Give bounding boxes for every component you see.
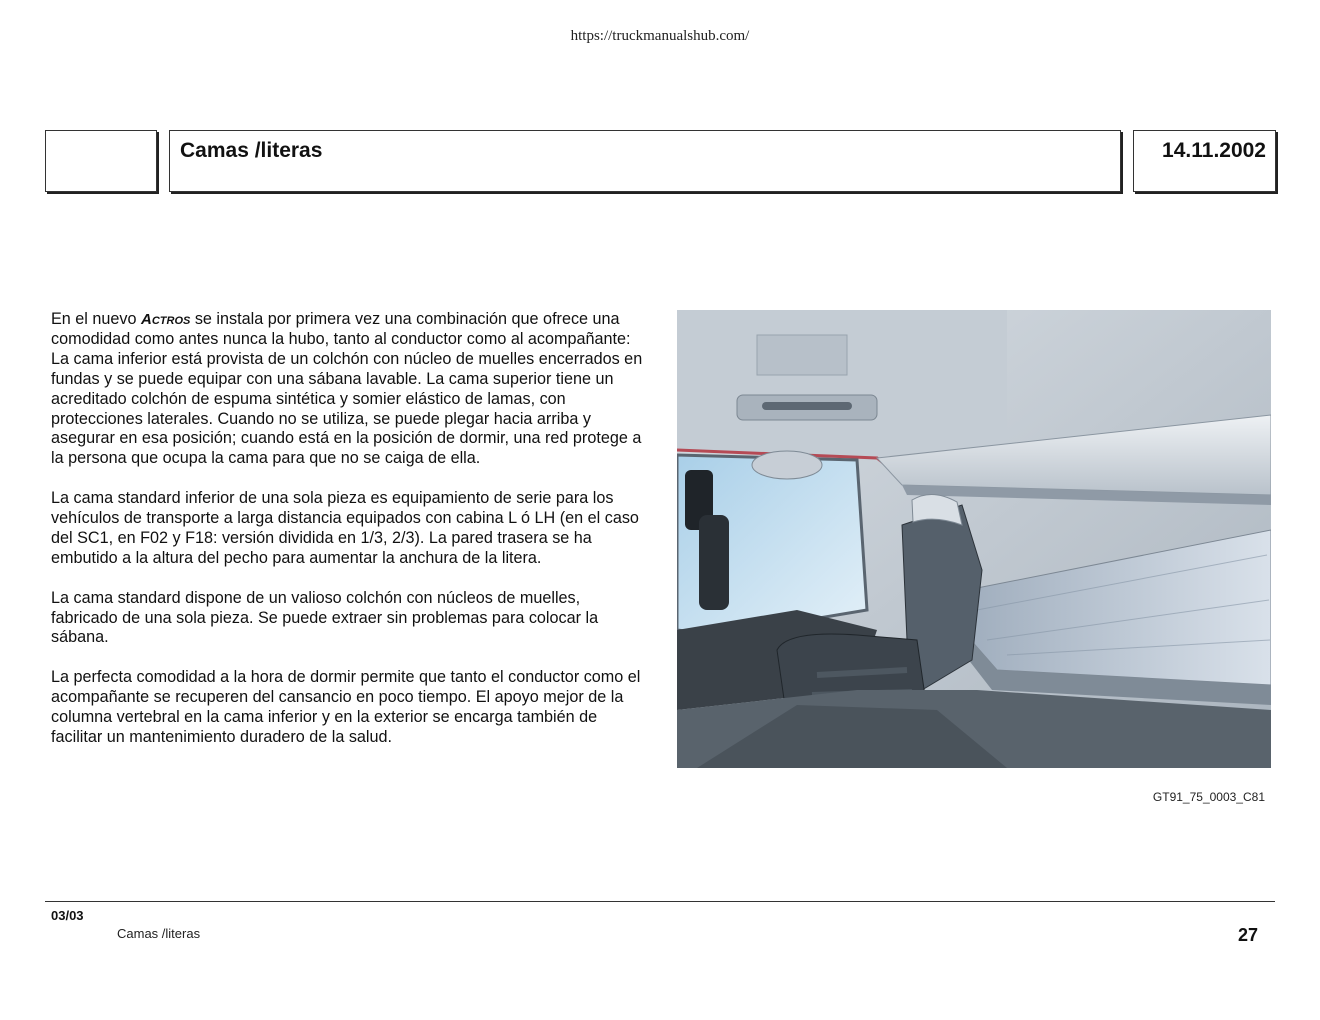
body-text xyxy=(51,310,651,768)
paragraph-4: La perfecta comodidad a la hora de dormir permite que tanto el conductor como el acompañante se recuperen del cansancio en poco tiempo. El apoyo mejor de la columna vertebral en la cama inferior y en la exterior se encarga también de facilitar un mantenimiento duradero de la salud. xyxy=(51,668,641,746)
figure-caption: GT91_75_0003_C81 xyxy=(1152,790,1265,804)
paragraph-3: La cama standard dispone de un valioso colchón con núcleos de muelles, fabricado de una sola pieza. Se puede extraer sin problemas para colocar la sábana. xyxy=(51,588,599,647)
page-title: Camas /literas xyxy=(180,139,323,162)
footer-title: Camas /literas xyxy=(117,926,201,941)
header-date-box xyxy=(1133,130,1276,192)
footer-section-number: 03/03 xyxy=(51,908,84,923)
paragraph-1 xyxy=(51,310,651,469)
header-empty-box xyxy=(45,130,157,192)
cab-interior-photo xyxy=(677,310,1271,768)
paragraph-1-rest: se instala por primera vez una combinación que ofrece una comodidad como antes nunca la hubo, tanto al conductor como al acompañante: La cama inferior está provista de un colchón con núcleo de muelles encerrados en fundas y se puede equipar con una sábana lavable. La cama superior tiene un acreditado colchón de espuma sintética y somier elástico de lamas, con protecciones laterales. Cuando no se utiliza, se puede plegar hacia arriba y asegurar en esa posición; cuando está en la posición de dormir, una red protege a la persona que ocupa la cama para que no se caiga de ella. xyxy=(51,310,643,468)
paragraph-1-start: En el nuevo xyxy=(51,310,141,328)
page-date: 14.11.2002 xyxy=(1162,139,1266,162)
page-number: 27 xyxy=(1237,925,1258,945)
brand-name: Actros xyxy=(141,311,191,328)
paragraph-2: La cama standard inferior de una sola pieza es equipamiento de serie para los vehículos de transporte a larga distancia equipados con cabina L ó LH (en el caso del SC1, en F02 y F18: versión dividida en 1/3, 2/3). La pared trasera se ha embutido a la altura del pecho para aumentar la anchura de la litera. xyxy=(51,489,639,567)
footer-divider xyxy=(45,901,1275,902)
header-title-box xyxy=(169,130,1121,192)
header-url[interactable]: https://truckmanualshub.com/ xyxy=(570,28,750,44)
